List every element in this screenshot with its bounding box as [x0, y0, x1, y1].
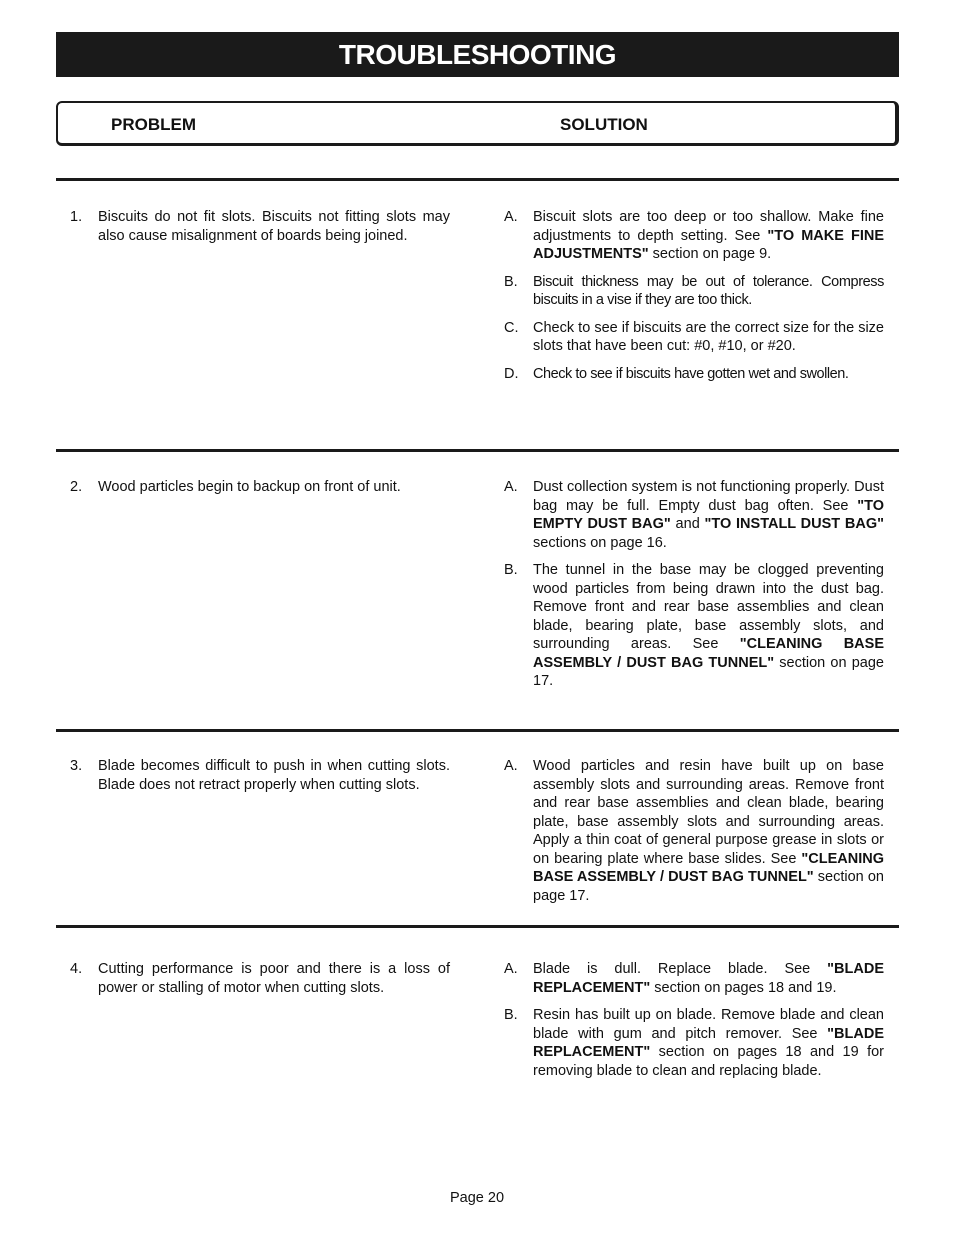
page-number: Page 20	[449, 1190, 505, 1206]
section-reference: "BLADE REPLACEMENT"	[533, 1025, 884, 1060]
solution-letter: A.	[504, 961, 518, 977]
solution-letter: B.	[504, 273, 518, 290]
solutions-3	[504, 757, 884, 914]
solution-letter: A.	[504, 209, 518, 225]
problem-text: Blade becomes difficult to push in when cutting slots. Blade does not retract properly when cutting slots.	[98, 758, 450, 793]
solution-item	[504, 208, 884, 264]
row-divider	[56, 729, 899, 732]
problem-text: Biscuits do not fit slots. Biscuits not fitting slots may also cause misalignment of boards being joined.	[98, 209, 450, 244]
solution-text: Wood particles and resin have built up on base assembly slots and surrounding areas. Remove front and rear base assemblies and clean blade, bearing plate, base assembly slots and surrounding areas. Apply a thin coat of general purpose grease in slots or on bearing plate where base slides. See "CLEANING BASE ASSEMBLY / DUST BAG TUNNEL" section on page 17.	[533, 758, 884, 904]
section-reference: "CLEANING BASE ASSEMBLY / DUST BAG TUNNEL"	[533, 636, 884, 671]
solution-text: Biscuit thickness may be out of tolerance. Compress biscuits in a vise if they are too thick.	[533, 273, 884, 308]
problem-number: 4.	[70, 961, 83, 977]
solutions-2	[504, 478, 884, 700]
problem-number: 2.	[70, 479, 83, 495]
solution-letter: C.	[504, 319, 519, 336]
section-reference: "TO INSTALL DUST BAG"	[704, 516, 884, 532]
solution-item	[504, 757, 884, 905]
solution-column-header: SOLUTION	[560, 115, 648, 134]
section-reference: "CLEANING BASE ASSEMBLY / DUST BAG TUNNEL"	[533, 850, 884, 885]
solution-text: Resin has built up on blade. Remove blade and clean blade with gum and pitch remover. See "BLADE REPLACEMENT" section on pages 18 and 19 for removing blade to clean and replacing blade.	[533, 1007, 884, 1079]
problem-number: 3.	[70, 758, 83, 774]
solution-text: Biscuit slots are too deep or too shallow. Make fine adjustments to depth setting. See "TO MAKE FINE ADJUSTMENTS" section on page 9.	[533, 209, 884, 262]
solution-text: Blade is dull. Replace blade. See "BLADE REPLACEMENT" section on pages 18 and 19.	[533, 961, 884, 996]
solution-item	[504, 319, 884, 356]
problem-text: Wood particles begin to backup on front of unit.	[98, 479, 401, 495]
problem-column-header: PROBLEM	[111, 115, 196, 134]
problem-number: 1.	[70, 209, 83, 225]
solution-item	[504, 273, 884, 310]
solution-item	[504, 365, 884, 384]
problem-text: Cutting performance is poor and there is a loss of power or stalling of motor when cutting slots.	[98, 961, 450, 996]
solution-text: Dust collection system is not functioning properly. Dust bag may be full. Empty dust bag often. See "TO EMPTY DUST BAG" and "TO INSTALL DUST BAG" sections on page 16.	[533, 479, 884, 551]
solution-letter: A.	[504, 758, 518, 774]
solution-item	[504, 960, 884, 997]
solution-letter: D.	[504, 365, 519, 382]
solution-text: The tunnel in the base may be clogged preventing wood particles from being drawn into the dust bag. Remove front and rear base assemblies and clean blade, bearing plate, base assembly slots, and surrounding areas. See "CLEANING BASE ASSEMBLY / DUST BAG TUNNEL" section on page 17.	[533, 562, 884, 689]
problem-1	[70, 208, 450, 245]
solution-text: Check to see if biscuits are the correct size for the size slots that have been cut: #0, #10, or #20.	[533, 319, 884, 354]
solution-text: Check to see if biscuits have gotten wet and swollen.	[533, 365, 849, 382]
solution-item	[504, 478, 884, 552]
solutions-4	[504, 960, 884, 1089]
solutions-1	[504, 208, 884, 392]
section-reference: "BLADE REPLACEMENT"	[533, 961, 884, 996]
problem-4	[70, 960, 450, 997]
solution-letter: A.	[504, 479, 518, 495]
solution-letter: B.	[504, 1007, 518, 1023]
solution-item	[504, 561, 884, 691]
page-title: TROUBLESHOOTING	[56, 32, 899, 77]
problem-3	[70, 757, 450, 794]
solution-letter: B.	[504, 562, 518, 578]
section-reference: "TO EMPTY DUST BAG"	[533, 497, 884, 532]
row-divider	[56, 178, 899, 181]
row-divider	[56, 925, 899, 928]
solution-item	[504, 1006, 884, 1080]
row-divider	[56, 449, 899, 452]
table-header	[56, 101, 899, 146]
section-reference: "TO MAKE FINE ADJUSTMENTS"	[533, 227, 884, 262]
problem-2	[70, 478, 450, 497]
